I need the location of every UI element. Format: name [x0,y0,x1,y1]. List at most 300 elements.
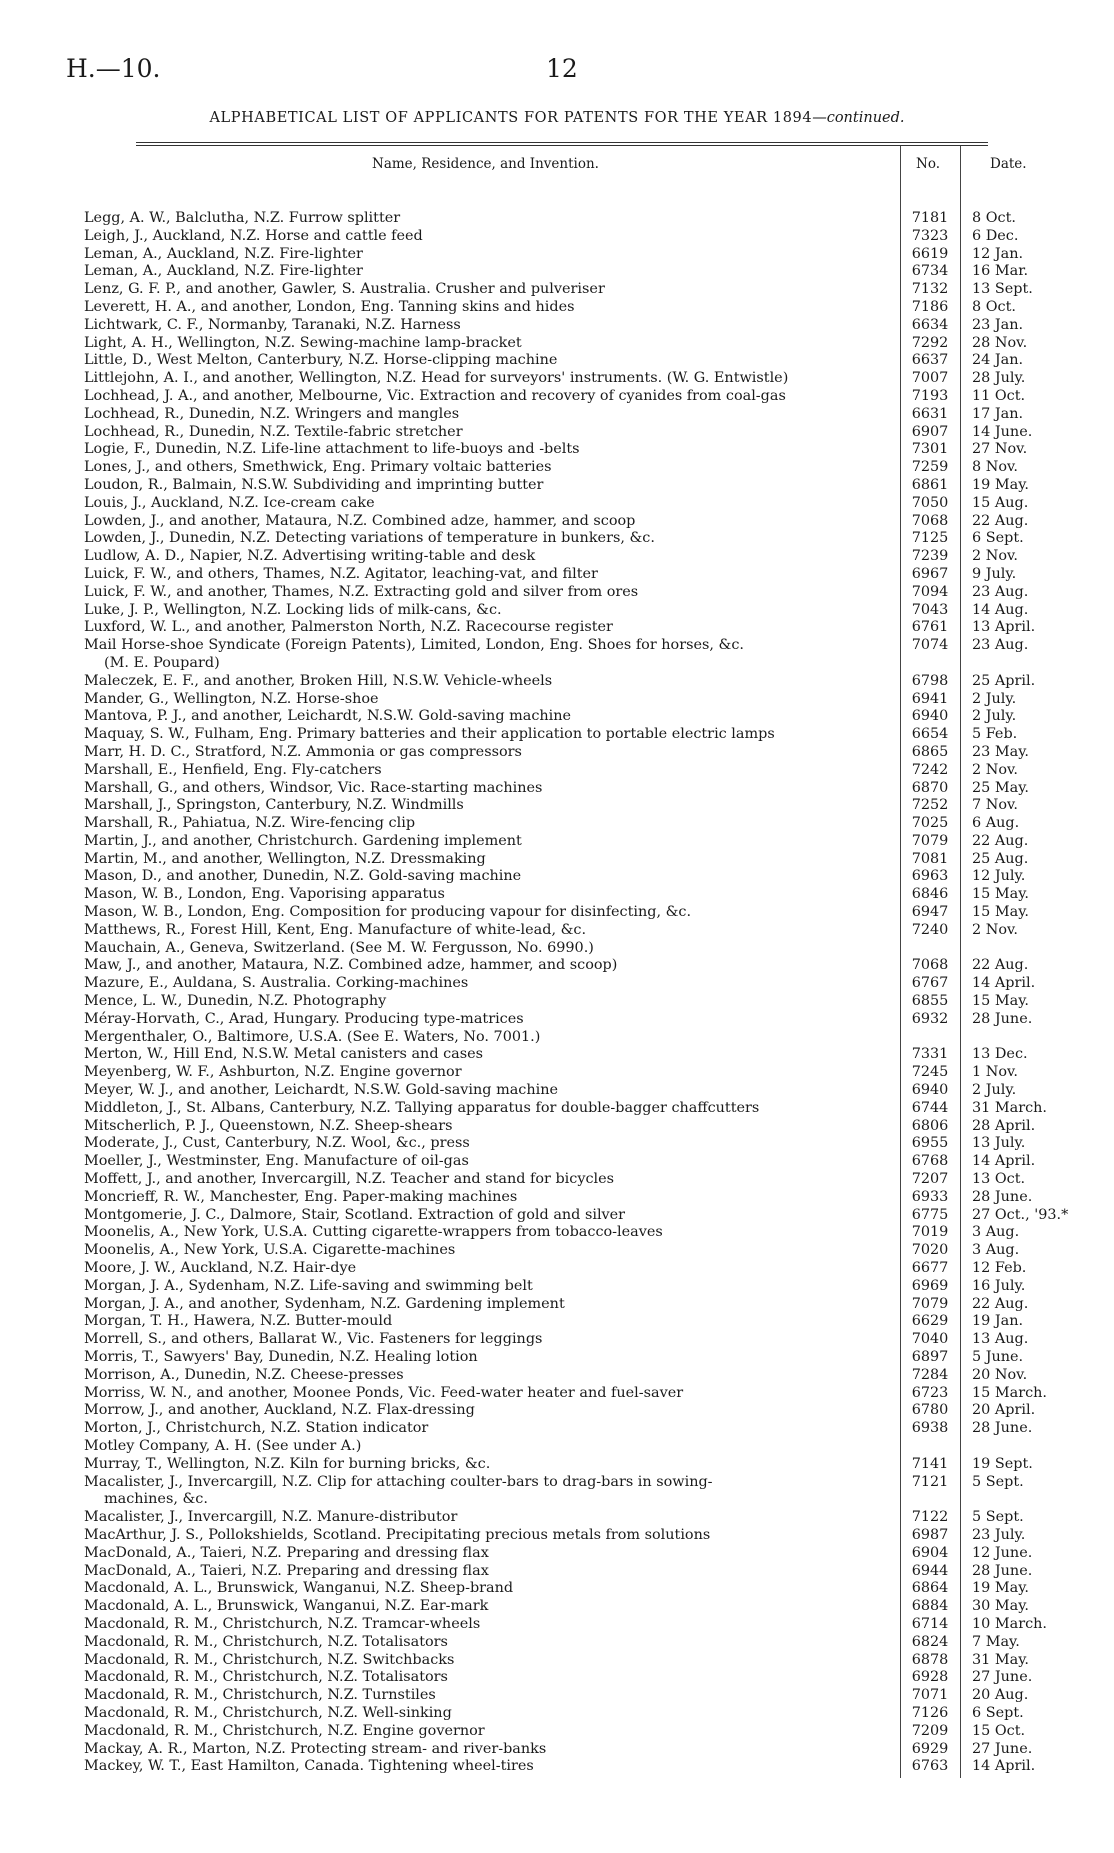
patent-number: 7292 [911,334,949,351]
applicant-entry [84,922,888,940]
application-date: 12 June. [972,1544,1033,1561]
table-row [0,530,1114,548]
patent-number: 6714 [911,1615,949,1632]
application-date: 22 Aug. [972,1295,1029,1312]
patent-number: 7043 [911,601,949,618]
patent-number: 7141 [911,1455,949,1472]
applicant-entry [84,1705,888,1723]
patent-number: 7079 [911,832,949,849]
table-row [0,886,1114,904]
patent-number: 6904 [911,1544,949,1561]
patent-number: 7252 [911,797,949,814]
applicant-text: Moore, J. W., Auckland, N.Z. Hair-dye [84,1260,357,1277]
applicant-entry [84,584,888,602]
applicant-text: Montgomerie, J. C., Dalmore, Stair, Scotland. Extraction of gold and silver [84,1206,626,1223]
applicant-text: MacDonald, A., Taieri, N.Z. Preparing and dressing flax [84,1562,489,1579]
application-date: 28 June. [972,1188,1033,1205]
table-row [0,1207,1114,1225]
application-date: 5 Feb. [972,726,1018,743]
patent-number: 7007 [911,370,949,387]
applicant-entry [84,868,888,886]
application-date: 2 Nov. [972,921,1018,938]
applicant-text: Mail Horse-shoe Syndicate (Foreign Patents), Limited, London, Eng. Shoes for horses, &c. [84,637,744,654]
table-row [0,1296,1114,1314]
applicant-entry [84,1527,888,1545]
application-date: 5 Sept. [972,1509,1024,1526]
applicant-entry [84,940,888,958]
patent-number: 7121 [911,1473,949,1490]
applicant-text: Luxford, W. L., and another, Palmerston North, N.Z. Racecourse register [84,619,613,636]
applicant-entry [84,1242,888,1260]
application-date: 23 Jan. [972,316,1024,333]
table-row [0,1723,1114,1741]
application-date: 1 Nov. [972,1064,1018,1081]
table-row [0,940,1114,958]
application-date: 30 May. [972,1598,1029,1615]
table-row [0,424,1114,442]
application-date: 10 March. [972,1615,1047,1632]
applicant-text: MacDonald, A., Taieri, N.Z. Preparing and dressing flax [84,1544,489,1561]
application-date: 25 Aug. [972,850,1029,867]
application-date: 23 Aug. [972,583,1029,600]
patent-number: 6798 [911,672,949,689]
table-row [0,1331,1114,1349]
applicant-text: Mason, W. B., London, Eng. Vaporising apparatus [84,886,445,903]
application-date: 6 Dec. [972,227,1019,244]
table-row [0,281,1114,299]
applicant-entry [84,1100,888,1118]
table-row [0,762,1114,780]
applicant-text: Morrison, A., Dunedin, N.Z. Cheese-presses [84,1366,404,1383]
application-date: 8 Oct. [972,210,1016,226]
applicant-text: Moonelis, A., New York, U.S.A. Cutting cigarette-wrappers from tobacco-leaves [84,1224,663,1241]
applicant-entry [84,1260,888,1278]
applicant-entry [84,1171,888,1189]
applicant-text-continued: machines, &c. [104,1491,208,1508]
application-date: 28 April. [972,1117,1036,1134]
patent-number: 6941 [911,690,949,707]
applicant-text: Lenz, G. F. P., and another, Gawler, S. Australia. Crusher and pulveriser [84,281,605,298]
patent-number: 6929 [911,1740,949,1757]
applicant-entry [84,1189,888,1207]
application-date: 6 Aug. [972,815,1020,832]
patent-number: 7207 [911,1171,949,1188]
patent-number: 6963 [911,868,949,885]
title-rule-double [136,145,988,146]
patent-number: 6944 [911,1562,949,1579]
applicant-text: Macalister, J., Invercargill, N.Z. Clip for attaching coulter-bars to drag-bars in sowing- [84,1473,713,1490]
applicant-text: Loudon, R., Balmain, N.S.W. Subdividing and imprinting butter [84,476,544,493]
applicant-text: Morgan, J. A., and another, Sydenham, N.Z. Gardening implement [84,1295,565,1312]
table-row [0,317,1114,335]
applicant-text: Mander, G., Wellington, N.Z. Horse-shoe [84,690,379,707]
table-row [0,673,1114,691]
table-row [0,210,1114,228]
applicant-entry [84,797,888,815]
applicant-entry [84,1598,888,1616]
patent-number: 6846 [911,886,949,903]
applicant-text: Mazure, E., Auldana, S. Australia. Corking-machines [84,975,469,992]
applicant-entry [84,1313,888,1331]
application-date: 14 Aug. [972,601,1029,618]
applicant-text: Leigh, J., Auckland, N.Z. Horse and cattle feed [84,227,423,244]
application-date: 2 July. [972,690,1017,707]
table-row [0,228,1114,246]
application-date: 27 June. [972,1740,1033,1757]
patent-number: 7331 [911,1046,949,1063]
application-date: 31 May. [972,1651,1029,1668]
applicant-text: Murray, T., Wellington, N.Z. Kiln for burning bricks, &c. [84,1455,491,1472]
applicant-entry [84,263,888,281]
application-date: 2 Nov. [972,548,1018,565]
patent-number: 7050 [911,494,949,511]
patent-number: 6987 [911,1526,949,1543]
patent-number: 6865 [911,743,949,760]
applicant-entry [84,1385,888,1403]
patent-number: 7242 [911,761,949,778]
table-row [0,1420,1114,1438]
patent-number: 7240 [911,921,949,938]
table-row [0,1029,1114,1047]
applicant-entry [84,1669,888,1687]
table-row [0,1118,1114,1136]
patent-number: 6855 [911,993,949,1010]
applicant-text: Marr, H. D. C., Stratford, N.Z. Ammonia or gas compressors [84,743,522,760]
patent-number: 6734 [911,263,949,280]
patent-number: 6654 [911,726,949,743]
application-date: 23 July. [972,1526,1026,1543]
application-date: 22 Aug. [972,512,1029,529]
application-date: 24 Jan. [972,352,1024,369]
application-date: 19 Sept. [972,1455,1033,1472]
applicant-entry [84,530,888,548]
applicant-text: Logie, F., Dunedin, N.Z. Life-line attachment to life-buoys and -belts [84,441,580,458]
table-row [0,744,1114,762]
patent-number: 6884 [911,1598,949,1615]
patent-number: 7079 [911,1295,949,1312]
table-row [0,441,1114,459]
application-date: 19 Jan. [972,1313,1024,1330]
applicant-entry [84,1064,888,1082]
applicant-text: Little, D., West Melton, Canterbury, N.Z. Horse-clipping machine [84,352,558,369]
application-date: 12 Jan. [972,245,1024,262]
application-date: 15 Aug. [972,494,1029,511]
table-row [0,370,1114,388]
applicant-entry [84,619,888,637]
applicant-entry [84,1349,888,1367]
applicant-text: Morris, T., Sawyers' Bay, Dunedin, N.Z. Healing lotion [84,1349,478,1365]
table-row [0,1509,1114,1527]
applicant-text: Morton, J., Christchurch, N.Z. Station indicator [84,1420,429,1437]
applicant-text: MacArthur, J. S., Pollokshields, Scotland. Precipitating precious metals from solutions [84,1526,711,1543]
application-date: 15 May. [972,993,1029,1010]
applicant-entry [84,1652,888,1670]
application-date: 13 Dec. [972,1046,1028,1063]
applicant-entry [84,602,888,620]
patent-number: 7025 [911,815,949,832]
patent-number: 7094 [911,583,949,600]
applicant-entry [84,904,888,922]
application-date: 25 May. [972,779,1029,796]
column-header-date: Date. [990,156,1027,172]
table-row [0,1474,1114,1510]
table-row [0,1527,1114,1545]
applicant-text: Meyenberg, W. F., Ashburton, N.Z. Engine governor [84,1064,462,1081]
table-row [0,619,1114,637]
application-date: 13 July. [972,1135,1026,1152]
applicant-entry [84,993,888,1011]
table-row [0,1652,1114,1670]
patent-number: 7181 [911,210,949,226]
application-date: 23 Aug. [972,637,1029,654]
applicant-entry [84,477,888,495]
patent-number: 7040 [911,1331,949,1348]
applicant-text: Macdonald, R. M., Christchurch, N.Z. Switchbacks [84,1651,455,1668]
table-row [0,566,1114,584]
applicant-text: Legg, A. W., Balclutha, N.Z. Furrow splitter [84,210,401,226]
applicant-text: Marshall, E., Henfield, Eng. Fly-catchers [84,761,382,778]
applicant-entry [84,1758,888,1776]
patent-number: 7193 [911,387,949,404]
applicant-entry [84,1634,888,1652]
table-row [0,1046,1114,1064]
application-date: 13 April. [972,619,1036,636]
applicant-text: Maleczek, E. F., and another, Broken Hill, N.S.W. Vehicle-wheels [84,672,553,689]
applicant-entry [84,691,888,709]
table-row [0,1456,1114,1474]
applicant-text: Moncrieff, R. W., Manchester, Eng. Paper-making machines [84,1188,518,1205]
applicant-text: Lowden, J., Dunedin, N.Z. Detecting variations of temperature in bunkers, &c. [84,530,655,547]
table-row [0,1634,1114,1652]
patent-number: 6907 [911,423,949,440]
table-row [0,548,1114,566]
applicant-entry [84,281,888,299]
table-row [0,1758,1114,1776]
applicant-entry [84,1420,888,1438]
applicant-text: Moderate, J., Cust, Canterbury, N.Z. Wool, &c., press [84,1135,470,1152]
applicant-entry [84,1118,888,1136]
applicant-text: Morrow, J., and another, Auckland, N.Z. Flax-dressing [84,1402,475,1419]
table-row [0,957,1114,975]
applicant-text: Leman, A., Auckland, N.Z. Fire-lighter [84,263,363,280]
application-date: 19 May. [972,1580,1029,1597]
page-number: 12 [546,54,578,83]
table-row [0,299,1114,317]
application-date: 5 Sept. [972,1473,1024,1490]
applicant-entry [84,1563,888,1581]
table-row [0,1687,1114,1705]
applicant-text: Macalister, J., Invercargill, N.Z. Manure-distributor [84,1509,458,1526]
patent-number: 7209 [911,1722,949,1739]
table-row [0,1580,1114,1598]
applicant-entry [84,1331,888,1349]
applicant-text: Lochhead, R., Dunedin, N.Z. Wringers and mangles [84,405,460,422]
application-date: 2 Nov. [972,761,1018,778]
patent-number: 6878 [911,1651,949,1668]
applicant-text: Luick, F. W., and others, Thames, N.Z. Agitator, leaching-vat, and filter [84,565,598,582]
patent-number: 6932 [911,1010,949,1027]
table-row [0,975,1114,993]
application-date: 22 Aug. [972,957,1029,974]
applicant-text: Leverett, H. A., and another, London, Eng. Tanning skins and hides [84,298,575,315]
applicant-entry [84,424,888,442]
table-row [0,1135,1114,1153]
applicant-entry [84,1278,888,1296]
patent-number: 7301 [911,441,949,458]
application-date: 15 Oct. [972,1722,1026,1739]
page-title [0,110,1114,126]
applicant-text: Light, A. H., Wellington, N.Z. Sewing-machine lamp-bracket [84,334,522,351]
applicant-text: Mason, W. B., London, Eng. Composition for producing vapour for disinfecting, &c. [84,904,692,921]
applicant-text: Mackey, W. T., East Hamilton, Canada. Tightening wheel-tires [84,1758,534,1775]
applicant-entry [84,744,888,762]
applicant-entry [84,780,888,798]
applicant-text: Martin, J., and another, Christchurch. Gardening implement [84,832,522,849]
table-row [0,246,1114,264]
table-row [0,1260,1114,1278]
applicant-entry [84,317,888,335]
table-row [0,868,1114,886]
applicant-entry [84,513,888,531]
table-row [0,691,1114,709]
table-row [0,1171,1114,1189]
patent-number: 7284 [911,1366,949,1383]
applicant-text: Marshall, J., Springston, Canterbury, N.Z. Windmills [84,797,464,814]
patent-number: 7068 [911,512,949,529]
applicant-entry [84,975,888,993]
patent-number: 7245 [911,1064,949,1081]
applicant-entry [84,1687,888,1705]
applicant-text: Marshall, R., Pahiatua, N.Z. Wire-fencing clip [84,815,416,832]
application-date: 2 July. [972,708,1017,725]
applicant-text: Macdonald, R. M., Christchurch, N.Z. Turnstiles [84,1687,436,1704]
patent-number: 6768 [911,1153,949,1170]
applicant-entry [84,762,888,780]
applicant-entry [84,833,888,851]
application-date: 6 Sept. [972,1704,1024,1721]
table-row [0,904,1114,922]
patent-number: 6775 [911,1206,949,1223]
applicant-text: Lowden, J., and another, Mataura, N.Z. Combined adze, hammer, and scoop [84,512,636,529]
applicant-text: Ludlow, A. D., Napier, N.Z. Advertising writing-table and desk [84,548,536,565]
applicant-text: Mauchain, A., Geneva, Switzerland. (See M. W. Fergusson, No. 6990.) [84,939,594,956]
table-row [0,815,1114,833]
table-row [0,406,1114,424]
applicant-entry [84,1367,888,1385]
applicant-entry [84,1082,888,1100]
table-row [0,388,1114,406]
application-date: 28 June. [972,1010,1033,1027]
applicant-entry [84,352,888,370]
applicant-text: Macdonald, R. M., Christchurch, N.Z. Engine governor [84,1722,485,1739]
applicant-entry [84,228,888,246]
applicant-text: Lochhead, R., Dunedin, N.Z. Textile-fabric stretcher [84,423,463,440]
applicant-text: Louis, J., Auckland, N.Z. Ice-cream cake [84,494,375,511]
patent-number: 7020 [911,1242,949,1259]
applicant-entry [84,495,888,513]
patent-number: 7259 [911,459,949,476]
application-date: 20 Nov. [972,1366,1028,1383]
table-row [0,584,1114,602]
applicant-text: Meyer, W. J., and another, Leichardt, N.S.W. Gold-saving machine [84,1082,559,1099]
application-date: 3 Aug. [972,1224,1020,1241]
patent-number: 6761 [911,619,949,636]
applicant-entry [84,210,888,228]
table-row [0,477,1114,495]
application-date: 31 March. [972,1099,1047,1116]
table-row [0,1598,1114,1616]
applicant-entry [84,1011,888,1029]
applicant-entry [84,815,888,833]
applicant-entry [84,1456,888,1474]
table-row [0,833,1114,851]
applicant-text: Mitscherlich, P. J., Queenstown, N.Z. Sheep-shears [84,1117,453,1134]
patent-number: 6861 [911,476,949,493]
patent-number: 7125 [911,530,949,547]
application-date: 7 Nov. [972,797,1018,814]
applicant-text: Lochhead, J. A., and another, Melbourne, Vic. Extraction and recovery of cyanides from coal-gas [84,387,786,404]
application-date: 16 Mar. [972,263,1029,280]
applicant-list [0,210,1114,1776]
applicant-text: Maquay, S. W., Fulham, Eng. Primary batteries and their application to portable electric lamps [84,726,775,743]
application-date: 12 July. [972,868,1026,885]
section-code: H.—10. [66,54,161,83]
patent-number: 6897 [911,1349,949,1365]
applicant-text-continued: (M. E. Poupard) [104,654,220,671]
patent-number: 6637 [911,352,949,369]
patent-number: 6870 [911,779,949,796]
application-date: 15 May. [972,904,1029,921]
applicant-text: Merton, W., Hill End, N.S.W. Metal canisters and cases [84,1046,484,1063]
application-date: 25 April. [972,672,1036,689]
applicant-text: Morrell, S., and others, Ballarat W., Vic. Fasteners for leggings [84,1331,543,1348]
table-row [0,851,1114,869]
applicant-text: Macdonald, R. M., Christchurch, N.Z. Tramcar-wheels [84,1615,481,1632]
applicant-text: Mackay, A. R., Marton, N.Z. Protecting stream- and river-banks [84,1740,547,1757]
patent-number: 6864 [911,1580,949,1597]
applicant-entry [84,1224,888,1242]
applicant-text: Middleton, J., St. Albans, Canterbury, N.Z. Tallying apparatus for double-bagger chaffcutters [84,1099,760,1116]
table-row [0,352,1114,370]
applicant-entry [84,673,888,691]
patent-number: 7074 [911,637,949,654]
patent-number: 7323 [911,227,949,244]
applicant-text: Moeller, J., Westminster, Eng. Manufacture of oil-gas [84,1153,469,1170]
patent-number: 6634 [911,316,949,333]
patent-number: 6677 [911,1260,949,1277]
patent-number: 7068 [911,957,949,974]
table-row [0,780,1114,798]
patent-number: 7019 [911,1224,949,1241]
applicant-text: Mence, L. W., Dunedin, N.Z. Photography [84,993,387,1010]
application-date: 17 Jan. [972,405,1024,422]
table-row [0,1224,1114,1242]
table-row [0,1367,1114,1385]
applicant-entry [84,637,888,673]
application-date: 15 March. [972,1384,1047,1401]
application-date: 5 June. [972,1349,1024,1365]
patent-number: 7132 [911,281,949,298]
applicant-entry [84,441,888,459]
table-row [0,1349,1114,1367]
table-row [0,1064,1114,1082]
patent-number: 6969 [911,1277,949,1294]
table-row [0,1545,1114,1563]
applicant-entry [84,1474,888,1510]
table-row [0,922,1114,940]
applicant-entry [84,1402,888,1420]
applicant-text: Moffett, J., and another, Invercargill, N.Z. Teacher and stand for bicycles [84,1171,615,1188]
